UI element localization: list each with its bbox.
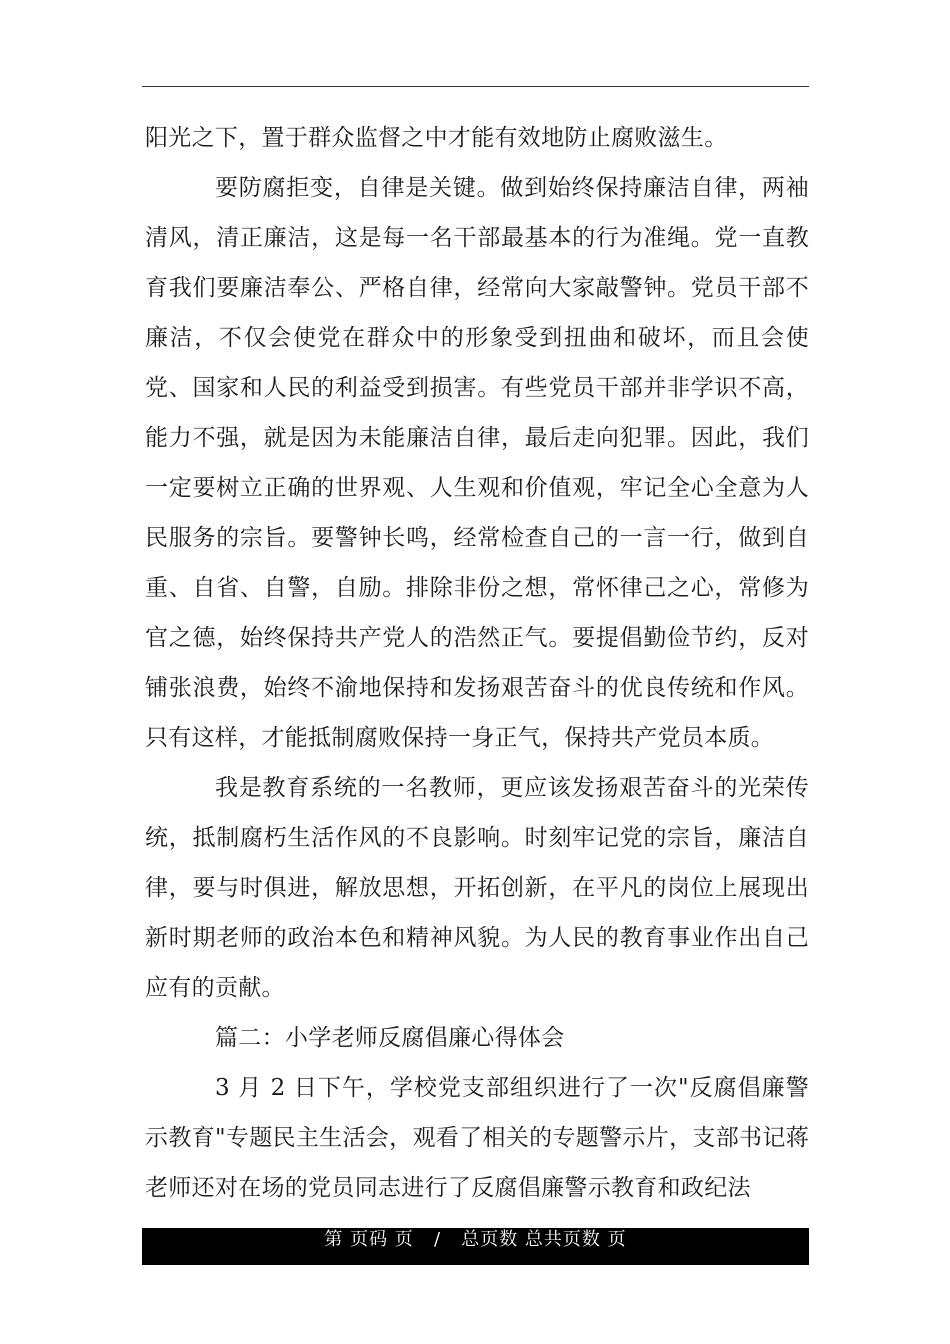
section-heading: 篇二：小学老师反腐倡廉心得体会 — [215, 1025, 565, 1051]
footer-page-indicator: 第 页码 页 / 总页数 总共页数 页 — [324, 1229, 627, 1250]
paragraph: 阳光之下，置于群众监督之中才能有效地防止腐败滋生。 — [145, 125, 728, 151]
page-footer — [142, 1228, 809, 1265]
header-rule — [142, 86, 809, 87]
paragraph: 3 月 2 日下午，学校党支部组织进行了一次"反腐倡廉警示教育"专题民主生活会，观看了相关的专题警示片，支部书记蒋老师还对在场的党员同志进行了反腐倡廉警示教育和政纪法 — [145, 1075, 809, 1201]
paragraph: 要防腐拒变，自律是关键。做到始终保持廉洁自律，两袖清风，清正廉洁，这是每一名干部最基本的行为准绳。党一直教育我们要廉洁奉公、严格自律，经常向大家敲警钟。党员干部不廉洁，不仅会使党在群众中的形象受到扭曲和破坏，而且会使党、国家和人民的利益受到损害。有些党员干部并非学识不高，能力不强，就是因为未能廉洁自律，最后走向犯罪。因此，我们一定要树立正确的世界观、人生观和价值观，牢记全心全意为人民服务的宗旨。要警钟长鸣，经常检查自己的一言一行，做到自重、自省、自警，自励。排除非份之想，常怀律己之心，常修为官之德，始终保持共产党人的浩然正气。要提倡勤俭节约，反对铺张浪费，始终不渝地保持和发扬艰苦奋斗的优良传统和作风。只有这样，才能抵制腐败保持一身正气，保持共产党员本质。 — [145, 175, 809, 751]
document-body — [145, 113, 809, 1213]
paragraph: 我是教育系统的一名教师，更应该发扬艰苦奋斗的光荣传统，抵制腐朽生活作风的不良影响。时刻牢记党的宗旨，廉洁自律，要与时俱进，解放思想，开拓创新，在平凡的岗位上展现出新时期老师的政治本色和精神风貌。为人民的教育事业作出自己应有的贡献。 — [145, 775, 809, 1001]
